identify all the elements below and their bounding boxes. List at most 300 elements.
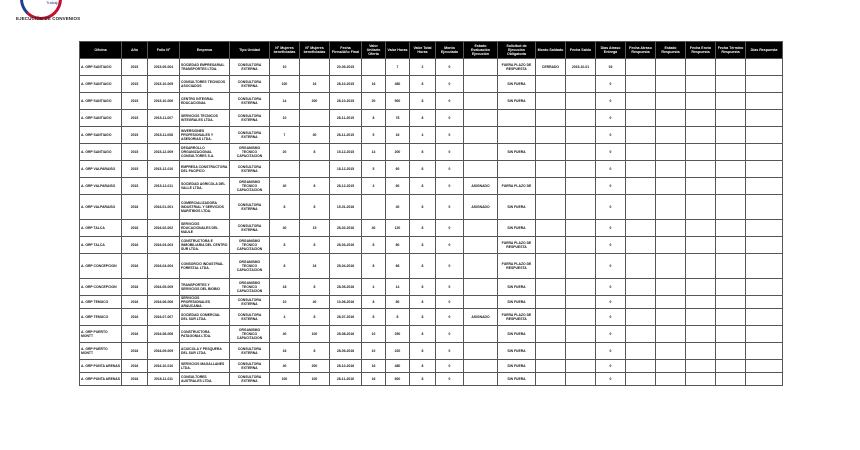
table-cell: 8: [300, 309, 330, 326]
table-cell: 5: [362, 127, 386, 144]
table-row: [80, 195, 783, 220]
table-cell: FUERA PLAZO DE RESPUESTA: [498, 237, 536, 254]
table-cell: [626, 59, 656, 76]
table-cell: [566, 296, 596, 309]
table-cell: [464, 93, 498, 110]
table-cell: CONSULTORA EXTERNA: [230, 343, 270, 360]
table-cell: 8: [410, 161, 436, 178]
table-cell: 16: [300, 76, 330, 93]
table-cell: 2016-09-009: [148, 343, 180, 360]
table-cell: 8: [270, 195, 300, 220]
table-row: [80, 237, 783, 254]
table-cell: [686, 360, 716, 373]
table-cell: 2016-10-010: [148, 360, 180, 373]
table-cell: [686, 127, 716, 144]
table-cell: TRANSPORTES Y SERVICIOS DEL BIOBIO: [180, 279, 230, 296]
table-cell: [656, 326, 686, 343]
table-cell: 2015: [122, 161, 148, 178]
table-cell: [626, 110, 656, 127]
table-cell: [566, 178, 596, 195]
table-row: [80, 309, 783, 326]
table-cell: [656, 373, 686, 386]
table-cell: 16: [362, 360, 386, 373]
table-cell: [536, 93, 566, 110]
table-cell: CERRADO: [536, 59, 566, 76]
column-header: N° Mujeres beneficiadas: [300, 42, 330, 59]
table-cell: [686, 254, 716, 279]
table-cell: [464, 254, 498, 279]
table-cell: [686, 76, 716, 93]
table-cell: 8: [410, 144, 436, 161]
table-cell: [716, 161, 746, 178]
table-cell: A. GRP VALPARAISO: [80, 161, 122, 178]
table-cell: 28-09-2016: [330, 343, 362, 360]
table-cell: 8: [270, 254, 300, 279]
table-cell: 28-02-2016: [330, 220, 362, 237]
table-cell: 0: [596, 279, 626, 296]
table-cell: [626, 144, 656, 161]
table-cell: 0: [596, 178, 626, 195]
table-cell: 0: [596, 127, 626, 144]
table-cell: 120: [386, 220, 410, 237]
table-cell: [566, 360, 596, 373]
table-cell: [746, 296, 783, 309]
table-cell: 8: [410, 195, 436, 220]
table-cell: SIN FUERA: [498, 93, 536, 110]
table-cell: [716, 373, 746, 386]
table-cell: 4: [270, 309, 300, 326]
table-cell: 7: [386, 59, 410, 76]
table-cell: 18-12-2015: [330, 161, 362, 178]
table-cell: CONSULTORA EXTERNA: [230, 195, 270, 220]
table-cell: 78: [386, 110, 410, 127]
table-cell: [746, 360, 783, 373]
table-cell: 600: [386, 373, 410, 386]
table-cell: 200: [300, 93, 330, 110]
table-cell: 4: [410, 127, 436, 144]
table-cell: 8: [410, 110, 436, 127]
table-cell: 40: [300, 296, 330, 309]
table-row: [80, 279, 783, 296]
table-cell: [746, 144, 783, 161]
table-cell: 0: [436, 279, 464, 296]
page-subtitle: EJECUCIÓN DE CONVENIOS: [16, 16, 81, 21]
table-cell: [746, 220, 783, 237]
table-cell: 0: [596, 110, 626, 127]
table-cell: 0: [596, 326, 626, 343]
table-cell: [686, 59, 716, 76]
table-cell: 10: [362, 326, 386, 343]
table-cell: [566, 76, 596, 93]
table-cell: [626, 343, 656, 360]
table-cell: 8: [410, 279, 436, 296]
table-cell: [656, 127, 686, 144]
table-cell: A. GRP SANTIAGO: [80, 93, 122, 110]
table-cell: 2016: [122, 195, 148, 220]
table-cell: SERVICIOS TECNICOS INTEGRALES LTDA.: [180, 110, 230, 127]
table-cell: 8: [300, 144, 330, 161]
table-cell: 8: [410, 178, 436, 195]
table-cell: [746, 279, 783, 296]
column-header: Fecha Envío Respuesta: [686, 42, 716, 59]
table-cell: 100: [300, 373, 330, 386]
table-header-row: [80, 42, 783, 59]
table-cell: [566, 254, 596, 279]
table-cell: [656, 296, 686, 309]
table-cell: [716, 343, 746, 360]
table-cell: SIN FUERA: [498, 360, 536, 373]
table-cell: 2016: [122, 254, 148, 279]
table-row: [80, 360, 783, 373]
table-cell: 2016: [122, 296, 148, 309]
table-cell: 2015-09-004: [148, 59, 180, 76]
table-cell: [656, 237, 686, 254]
table-cell: 2015: [122, 76, 148, 93]
table-cell: COMERCIALIZADORA INDUSTRIAL Y SERVICIOS MARITIMOS LTDA.: [180, 195, 230, 220]
table-cell: 0: [436, 254, 464, 279]
table-row: [80, 59, 783, 76]
table-cell: SIN FUERA: [498, 220, 536, 237]
table-cell: 8: [410, 237, 436, 254]
table-cell: 40: [270, 178, 300, 195]
table-cell: CONSULTORA EXTERNA: [230, 296, 270, 309]
table-cell: [300, 59, 330, 76]
table-cell: 2016-11-011: [148, 373, 180, 386]
table-cell: [464, 161, 498, 178]
table-cell: SOCIEDAD EMPRESARIAL TRANSPORTES LTDA.: [180, 59, 230, 76]
table-cell: [536, 326, 566, 343]
table-cell: 10: [270, 59, 300, 76]
table-cell: [626, 195, 656, 220]
table-cell: 15: [300, 220, 330, 237]
table-cell: CONSTRUCTORA E INMOBILIARIA DEL CENTRO SUR LTDA.: [180, 237, 230, 254]
table-cell: 2015-12-010: [148, 161, 180, 178]
table-cell: 40: [270, 360, 300, 373]
table-cell: [686, 144, 716, 161]
table-cell: 28-11-2016: [330, 373, 362, 386]
table-cell: 10: [362, 343, 386, 360]
table-cell: 20: [270, 144, 300, 161]
table-cell: SERVICIOS MAGALLANES LTDA.: [180, 360, 230, 373]
table-cell: A. GRP PUERTO MONTT: [80, 326, 122, 343]
table-cell: 8: [300, 237, 330, 254]
table-cell: 8: [386, 309, 410, 326]
table-cell: [566, 373, 596, 386]
table-cell: A. GRP VALPARAISO: [80, 178, 122, 195]
table-cell: SOCIEDAD COMERCIAL DEL SUR LTDA.: [180, 309, 230, 326]
table-cell: [746, 127, 783, 144]
column-header: Valor Unitario Oferta: [362, 42, 386, 59]
table-cell: CONSULTORES TECNICOS ASOCIADOS: [180, 76, 230, 93]
table-cell: FUERA PLAZO DE RESPUESTA: [498, 254, 536, 279]
table-cell: 80: [386, 296, 410, 309]
table-cell: [536, 254, 566, 279]
table-cell: 8: [362, 237, 386, 254]
table-cell: [746, 161, 783, 178]
table-cell: [626, 373, 656, 386]
table-cell: [656, 76, 686, 93]
table-cell: 40: [270, 326, 300, 343]
table-cell: [716, 254, 746, 279]
table-cell: [464, 360, 498, 373]
table-cell: 0: [436, 110, 464, 127]
column-header: Fecha Firma/Año Final: [330, 42, 362, 59]
table-cell: [464, 326, 498, 343]
table-cell: 2016-01-001: [148, 195, 180, 220]
table-cell: CONSULTORA EXTERNA: [230, 309, 270, 326]
table-cell: 100: [300, 326, 330, 343]
table-cell: [656, 343, 686, 360]
table-cell: A. GRP VALPARAISO: [80, 195, 122, 220]
table-cell: A. GRP SANTIAGO: [80, 59, 122, 76]
table-cell: [716, 178, 746, 195]
table-cell: 2016-04-004: [148, 254, 180, 279]
table-cell: [686, 195, 716, 220]
table-cell: 4: [362, 178, 386, 195]
table-cell: 0: [596, 360, 626, 373]
table-cell: [656, 220, 686, 237]
column-header: N° Mujeres beneficiadas: [270, 42, 300, 59]
table-cell: [686, 279, 716, 296]
table-cell: 15-01-2016: [330, 195, 362, 220]
table-cell: [686, 373, 716, 386]
table-cell: 2015-10-006: [148, 93, 180, 110]
table-cell: 2016-08-008: [148, 326, 180, 343]
table-cell: 0: [596, 309, 626, 326]
table-cell: 0: [436, 296, 464, 309]
table-row: [80, 326, 783, 343]
table-cell: 28-10-2016: [330, 360, 362, 373]
table-cell: A. GRP SANTIAGO: [80, 127, 122, 144]
table-cell: [656, 360, 686, 373]
table-cell: [536, 360, 566, 373]
table-cell: [626, 326, 656, 343]
table-cell: [686, 326, 716, 343]
table-cell: 2016: [122, 309, 148, 326]
table-cell: [536, 279, 566, 296]
table-cell: A. GRP TEMUCO: [80, 309, 122, 326]
table-cell: CENTRO INTEGRAL EDUCACIONAL: [180, 93, 230, 110]
table-cell: [656, 93, 686, 110]
table-cell: 0: [596, 76, 626, 93]
table-cell: 10: [270, 110, 300, 127]
column-header: Oficina: [80, 42, 122, 59]
table-row: [80, 144, 783, 161]
table-cell: [626, 93, 656, 110]
table-cell: 40: [270, 220, 300, 237]
table-cell: [656, 144, 686, 161]
table-cell: 66: [386, 254, 410, 279]
table-cell: 8: [362, 296, 386, 309]
table-row: [80, 76, 783, 93]
table-cell: 2015-12-009: [148, 144, 180, 161]
table-cell: 28-05-2016: [330, 279, 362, 296]
table-cell: [656, 161, 686, 178]
table-cell: A. GRP CONCEPCION: [80, 254, 122, 279]
table-cell: [536, 127, 566, 144]
table-cell: [566, 144, 596, 161]
table-cell: 8: [410, 360, 436, 373]
table-cell: SIN FUERA: [498, 343, 536, 360]
table-cell: SIN FUERA: [498, 326, 536, 343]
column-header: Días Respuesta: [746, 42, 783, 59]
table-cell: CONSULTORA EXTERNA: [230, 373, 270, 386]
table-cell: 0: [436, 220, 464, 237]
table-cell: [686, 178, 716, 195]
table-cell: 0: [436, 195, 464, 220]
table-cell: [626, 360, 656, 373]
table-cell: 8: [362, 110, 386, 127]
table-cell: CONSORCIO INDUSTRIAL FORESTAL LTDA.: [180, 254, 230, 279]
table-cell: [626, 178, 656, 195]
table-cell: [566, 161, 596, 178]
table-cell: 0: [436, 326, 464, 343]
table-cell: [746, 326, 783, 343]
table-cell: INVERSIONES PROFESIONALES Y ASESORIAS LTDA.: [180, 127, 230, 144]
table-cell: [626, 296, 656, 309]
table-cell: [536, 237, 566, 254]
table-cell: 28-03-2016: [330, 237, 362, 254]
table-cell: 16: [300, 254, 330, 279]
table-cell: 28-10-2015: [330, 93, 362, 110]
table-cell: [566, 309, 596, 326]
table-cell: 0: [436, 178, 464, 195]
table-cell: [464, 343, 498, 360]
table-cell: 10: [270, 296, 300, 309]
table-row: [80, 93, 783, 110]
table-cell: A. GRP TEMUCO: [80, 296, 122, 309]
table-row: [80, 178, 783, 195]
table-cell: 8: [410, 296, 436, 309]
table-cell: 20-09-2015: [330, 59, 362, 76]
table-cell: [626, 279, 656, 296]
table-cell: 2015-10-005: [148, 76, 180, 93]
table-cell: 28-12-2015: [330, 178, 362, 195]
column-header: Tipo Unidad: [230, 42, 270, 59]
table-cell: [656, 59, 686, 76]
table-cell: SIN FUERA: [498, 195, 536, 220]
table-cell: 200: [300, 360, 330, 373]
column-header: Monto Saldado: [536, 42, 566, 59]
table-cell: [626, 76, 656, 93]
table-cell: [746, 110, 783, 127]
table-cell: 8: [410, 93, 436, 110]
table-cell: [656, 309, 686, 326]
table-cell: 28-10-2015: [330, 76, 362, 93]
table-cell: [536, 296, 566, 309]
table-cell: 2016: [122, 326, 148, 343]
table-cell: SIN FUERA: [498, 76, 536, 93]
table-cell: [464, 373, 498, 386]
column-header: Fecha Término Respuesta: [716, 42, 746, 59]
table-cell: [536, 309, 566, 326]
table-cell: 28-08-2016: [330, 326, 362, 343]
table-cell: 8: [270, 237, 300, 254]
table-cell: SIN FUERA: [498, 296, 536, 309]
table-cell: [566, 343, 596, 360]
table-cell: CONSULTORA EXTERNA: [230, 220, 270, 237]
table-cell: 2016-03-003: [148, 237, 180, 254]
table-cell: 0: [436, 237, 464, 254]
table-cell: [536, 76, 566, 93]
table-cell: 480: [386, 76, 410, 93]
table-cell: CONSULTORA EXTERNA: [230, 161, 270, 178]
table-cell: 0: [436, 373, 464, 386]
table-row: [80, 220, 783, 237]
table-cell: 8: [300, 178, 330, 195]
table-cell: [716, 296, 746, 309]
table-cell: [686, 343, 716, 360]
table-cell: 28-11-2015: [330, 110, 362, 127]
table-cell: CONSULTORA EXTERNA: [230, 93, 270, 110]
table-cell: 0: [596, 254, 626, 279]
table-cell: 0: [436, 76, 464, 93]
table-cell: [536, 220, 566, 237]
table-cell: 0: [596, 220, 626, 237]
table-cell: [566, 326, 596, 343]
table-cell: 200: [386, 144, 410, 161]
table-cell: [716, 76, 746, 93]
table-cell: ORGANISMO TECNICO CAPACITACION: [230, 326, 270, 343]
table-cell: [716, 326, 746, 343]
table-cell: [498, 127, 536, 144]
table-cell: [746, 254, 783, 279]
table-cell: [686, 110, 716, 127]
table-cell: [656, 279, 686, 296]
table-cell: [464, 220, 498, 237]
table-cell: 0: [596, 195, 626, 220]
table-cell: A. GRP SANTIAGO: [80, 110, 122, 127]
table-cell: 0: [436, 127, 464, 144]
table-cell: A. GRP SANTIAGO: [80, 76, 122, 93]
table-cell: [566, 93, 596, 110]
table-cell: 2: [410, 59, 436, 76]
table-cell: 2016: [122, 220, 148, 237]
table-cell: 03: [596, 59, 626, 76]
table-cell: 0: [436, 360, 464, 373]
table-cell: 0: [596, 93, 626, 110]
column-header: Fecha Saldo: [566, 42, 596, 59]
table-cell: CONSTRUCTORA PATAGONIA LTDA.: [180, 326, 230, 343]
table-cell: 2016-05-005: [148, 279, 180, 296]
table-cell: [716, 110, 746, 127]
table-cell: [566, 220, 596, 237]
table-cell: ORGANISMO TECNICO CAPACITACION: [230, 254, 270, 279]
table-cell: 0: [596, 237, 626, 254]
table-cell: 40: [386, 195, 410, 220]
table-cell: 8: [410, 76, 436, 93]
column-header: Monto Ejecutado: [436, 42, 464, 59]
table-cell: 14: [270, 93, 300, 110]
table-cell: 250: [386, 326, 410, 343]
table-cell: 2015: [122, 127, 148, 144]
table-cell: ORGANISMO TECNICO CAPACITACION: [230, 279, 270, 296]
table-cell: 60: [386, 161, 410, 178]
table-cell: A. GRP PUNTA ARENAS: [80, 373, 122, 386]
table-cell: 0: [436, 93, 464, 110]
table-cell: 8: [362, 254, 386, 279]
table-cell: [536, 110, 566, 127]
table-cell: 0: [436, 59, 464, 76]
table-cell: [566, 110, 596, 127]
table-cell: 2016: [122, 343, 148, 360]
table-cell: SERVICIOS EDUCACIONALES DEL MAULE: [180, 220, 230, 237]
table-cell: [626, 309, 656, 326]
table-cell: 0: [596, 343, 626, 360]
table-cell: [464, 237, 498, 254]
table-cell: [746, 76, 783, 93]
table-cell: [746, 59, 783, 76]
